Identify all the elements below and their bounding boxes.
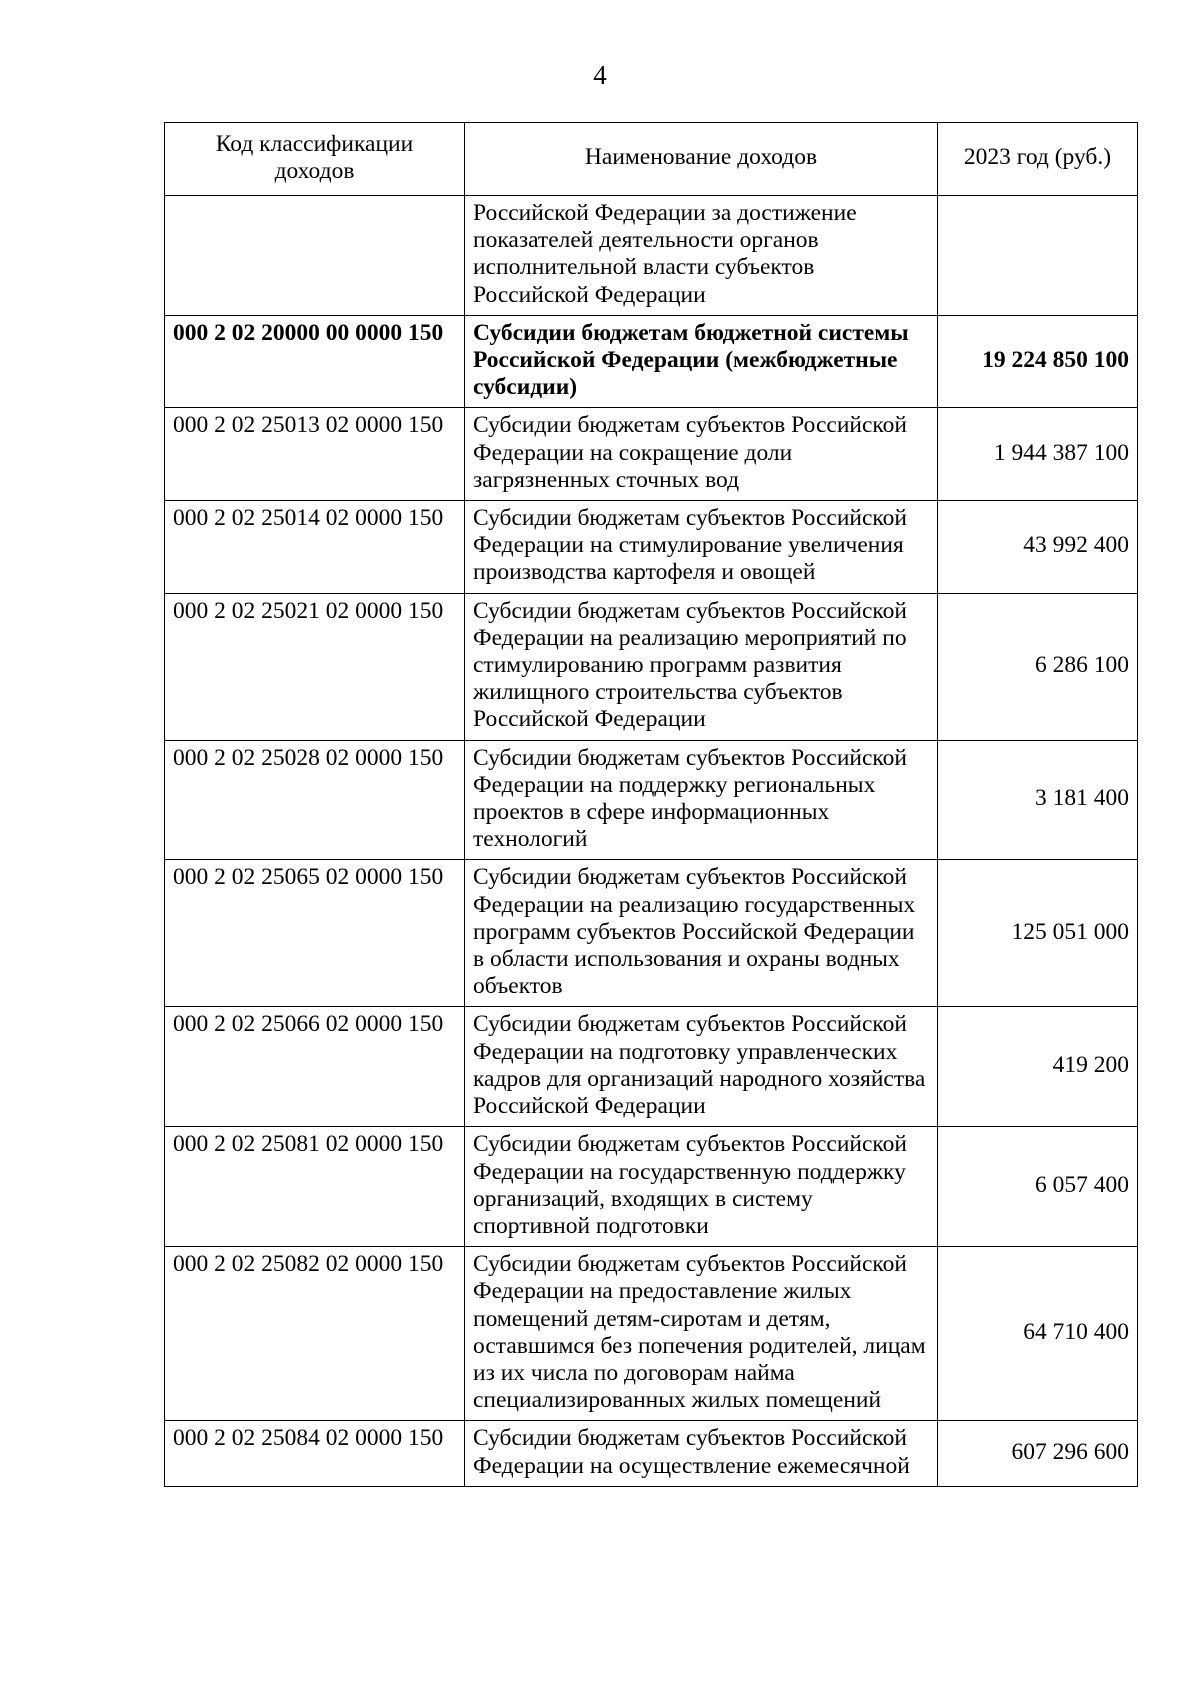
revenue-name: Субсидии бюджетам субъектов Российской Федерации на подготовку управленческих кадров для организаций народного хозяйства Российской Федерации (465, 1007, 938, 1127)
revenue-name: Субсидии бюджетам субъектов Российской Федерации на государственную поддержку организаций, входящих в систему спортивной подготовки (465, 1127, 938, 1247)
revenue-amount: 6 057 400 (938, 1127, 1138, 1247)
table-row (165, 740, 1138, 860)
table-row (165, 593, 1138, 740)
header-code: Код классификации доходов (165, 123, 465, 196)
table-row (165, 501, 1138, 594)
revenue-amount: 419 200 (938, 1007, 1138, 1127)
table-header-row (165, 123, 1138, 196)
revenue-code: 000 2 02 20000 00 0000 150 (165, 315, 465, 408)
revenue-name: Субсидии бюджетам бюджетной системы Российской Федерации (межбюджетные субсидии) (465, 315, 938, 408)
revenue-name: Российской Федерации за достижение показателей деятельности органов исполнительной власти субъектов Российской Федерации (465, 196, 938, 316)
table-row (165, 196, 1138, 316)
table-row (165, 1247, 1138, 1421)
revenue-name: Субсидии бюджетам субъектов Российской Федерации на реализацию мероприятий по стимулированию программ развития жилищного строительства субъектов Российской Федерации (465, 593, 938, 740)
revenue-name: Субсидии бюджетам субъектов Российской Федерации на предоставление жилых помещений детям-сиротам и детям, оставшимся без попечения родителей, лицам из их числа по договорам найма специализированных жилых помещений (465, 1247, 938, 1421)
revenue-code: 000 2 02 25081 02 0000 150 (165, 1127, 465, 1247)
revenue-code: 000 2 02 25013 02 0000 150 (165, 408, 465, 501)
table-row (165, 860, 1138, 1007)
revenue-amount: 43 992 400 (938, 501, 1138, 594)
table-row (165, 1007, 1138, 1127)
table-row (165, 408, 1138, 501)
table-row (165, 315, 1138, 408)
revenue-amount: 6 286 100 (938, 593, 1138, 740)
revenue-code: 000 2 02 25021 02 0000 150 (165, 593, 465, 740)
revenue-amount: 607 296 600 (938, 1421, 1138, 1486)
revenue-name: Субсидии бюджетам субъектов Российской Федерации на реализацию государственных программ субъектов Российской Федерации в области использования и охраны водных объектов (465, 860, 938, 1007)
revenue-name: Субсидии бюджетам субъектов Российской Федерации на сокращение доли загрязненных сточных вод (465, 408, 938, 501)
revenue-code: 000 2 02 25084 02 0000 150 (165, 1421, 465, 1486)
revenue-name: Субсидии бюджетам субъектов Российской Федерации на поддержку региональных проектов в сфере информационных технологий (465, 740, 938, 860)
revenue-table (164, 122, 1138, 1487)
revenue-amount: 1 944 387 100 (938, 408, 1138, 501)
revenue-amount: 64 710 400 (938, 1247, 1138, 1421)
revenue-code: 000 2 02 25082 02 0000 150 (165, 1247, 465, 1421)
table-row (165, 1421, 1138, 1486)
revenue-code (165, 196, 465, 316)
header-name: Наименование доходов (465, 123, 938, 196)
revenue-name: Субсидии бюджетам субъектов Российской Федерации на стимулирование увеличения производства картофеля и овощей (465, 501, 938, 594)
revenue-code: 000 2 02 25028 02 0000 150 (165, 740, 465, 860)
header-amount: 2023 год (руб.) (938, 123, 1138, 196)
revenue-code: 000 2 02 25014 02 0000 150 (165, 501, 465, 594)
table-row (165, 1127, 1138, 1247)
page-number: 4 (593, 60, 607, 90)
revenue-amount (938, 196, 1138, 316)
revenue-amount: 125 051 000 (938, 860, 1138, 1007)
revenue-code: 000 2 02 25065 02 0000 150 (165, 860, 465, 1007)
revenue-amount: 19 224 850 100 (938, 315, 1138, 408)
revenue-name: Субсидии бюджетам субъектов Российской Федерации на осуществление ежемесячной (465, 1421, 938, 1486)
revenue-code: 000 2 02 25066 02 0000 150 (165, 1007, 465, 1127)
revenue-amount: 3 181 400 (938, 740, 1138, 860)
